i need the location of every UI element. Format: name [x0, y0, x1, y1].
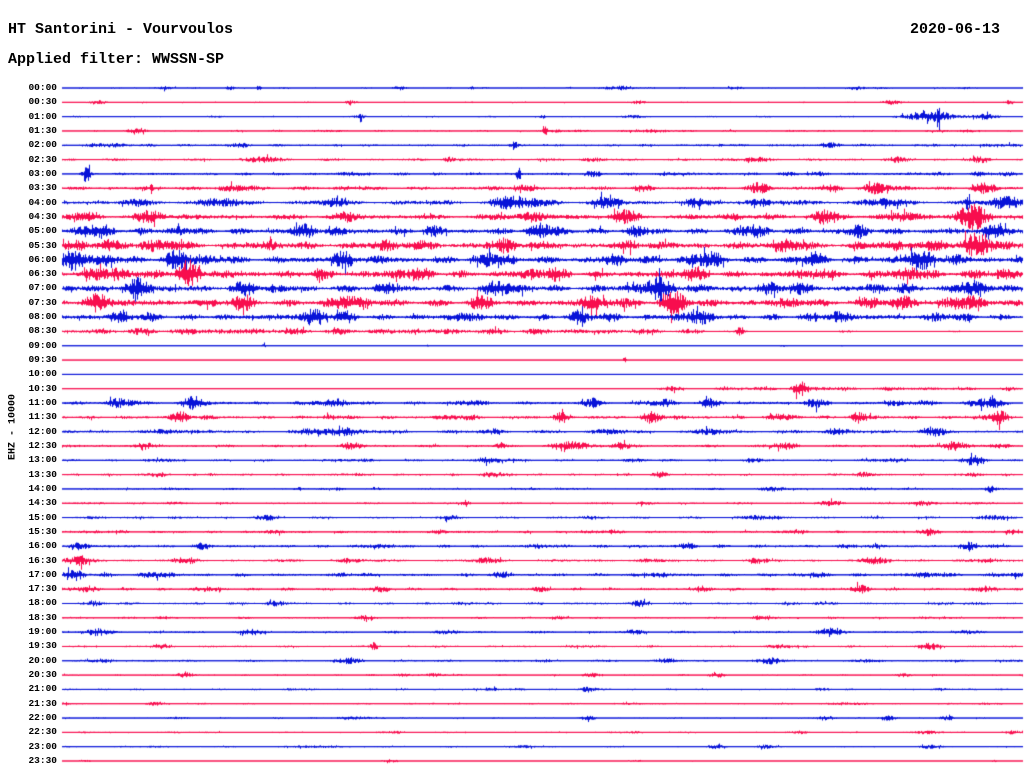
- time-label: 12:00: [28, 425, 57, 437]
- time-label: 10:30: [28, 382, 57, 394]
- time-label: 06:00: [28, 253, 57, 265]
- time-label: 05:30: [28, 239, 57, 251]
- time-label: 13:30: [28, 468, 57, 480]
- filter-label: Applied filter: WWSSN-SP: [8, 51, 225, 68]
- time-label: 21:30: [28, 697, 57, 709]
- time-label: 03:30: [28, 182, 57, 194]
- time-label: 09:30: [28, 354, 57, 366]
- time-label: 00:30: [28, 96, 57, 108]
- time-label: 23:30: [28, 754, 57, 766]
- time-label: 15:30: [28, 525, 57, 537]
- time-label: 20:30: [28, 669, 57, 681]
- time-label: 17:30: [28, 583, 57, 595]
- channel-scale-label: EHZ - 10000: [7, 393, 19, 461]
- time-label: 05:00: [28, 225, 57, 237]
- plot-date: 2020-06-13: [909, 21, 1000, 38]
- time-label: 10:00: [28, 368, 57, 380]
- time-label: 18:00: [28, 597, 57, 609]
- time-label: 11:30: [28, 411, 57, 423]
- time-label: 01:00: [28, 110, 57, 122]
- time-label: 13:00: [28, 454, 57, 466]
- time-label: 01:30: [28, 124, 57, 136]
- time-label: 18:30: [28, 611, 57, 623]
- time-label: 15:00: [28, 511, 57, 523]
- time-label: 16:30: [28, 554, 57, 566]
- time-label: 04:00: [28, 196, 57, 208]
- time-label: 21:00: [28, 683, 57, 695]
- time-label: 12:30: [28, 439, 57, 451]
- time-label: 03:00: [28, 167, 57, 179]
- time-label: 04:30: [28, 210, 57, 222]
- time-label: 19:00: [28, 626, 57, 638]
- time-label: 16:00: [28, 540, 57, 552]
- time-label: 14:00: [28, 482, 57, 494]
- time-label: 20:00: [28, 654, 57, 666]
- time-label: 08:00: [28, 311, 57, 323]
- station-title: HT Santorini - Vourvoulos: [8, 21, 234, 38]
- time-label: 08:30: [28, 325, 57, 337]
- time-label: 07:00: [28, 282, 57, 294]
- time-label: 22:00: [28, 712, 57, 724]
- time-label: 23:00: [28, 740, 57, 752]
- time-label: 22:30: [28, 726, 57, 738]
- time-label: 19:30: [28, 640, 57, 652]
- time-label: 02:00: [28, 139, 57, 151]
- time-axis: [0, 0, 57, 780]
- time-label: 00:00: [28, 82, 57, 93]
- time-label: 11:00: [28, 397, 57, 409]
- time-label: 09:00: [28, 339, 57, 351]
- time-label: 14:30: [28, 497, 57, 509]
- time-label: 07:30: [28, 296, 57, 308]
- time-label: 17:00: [28, 568, 57, 580]
- time-label: 06:30: [28, 268, 57, 280]
- time-label: 02:30: [28, 153, 57, 165]
